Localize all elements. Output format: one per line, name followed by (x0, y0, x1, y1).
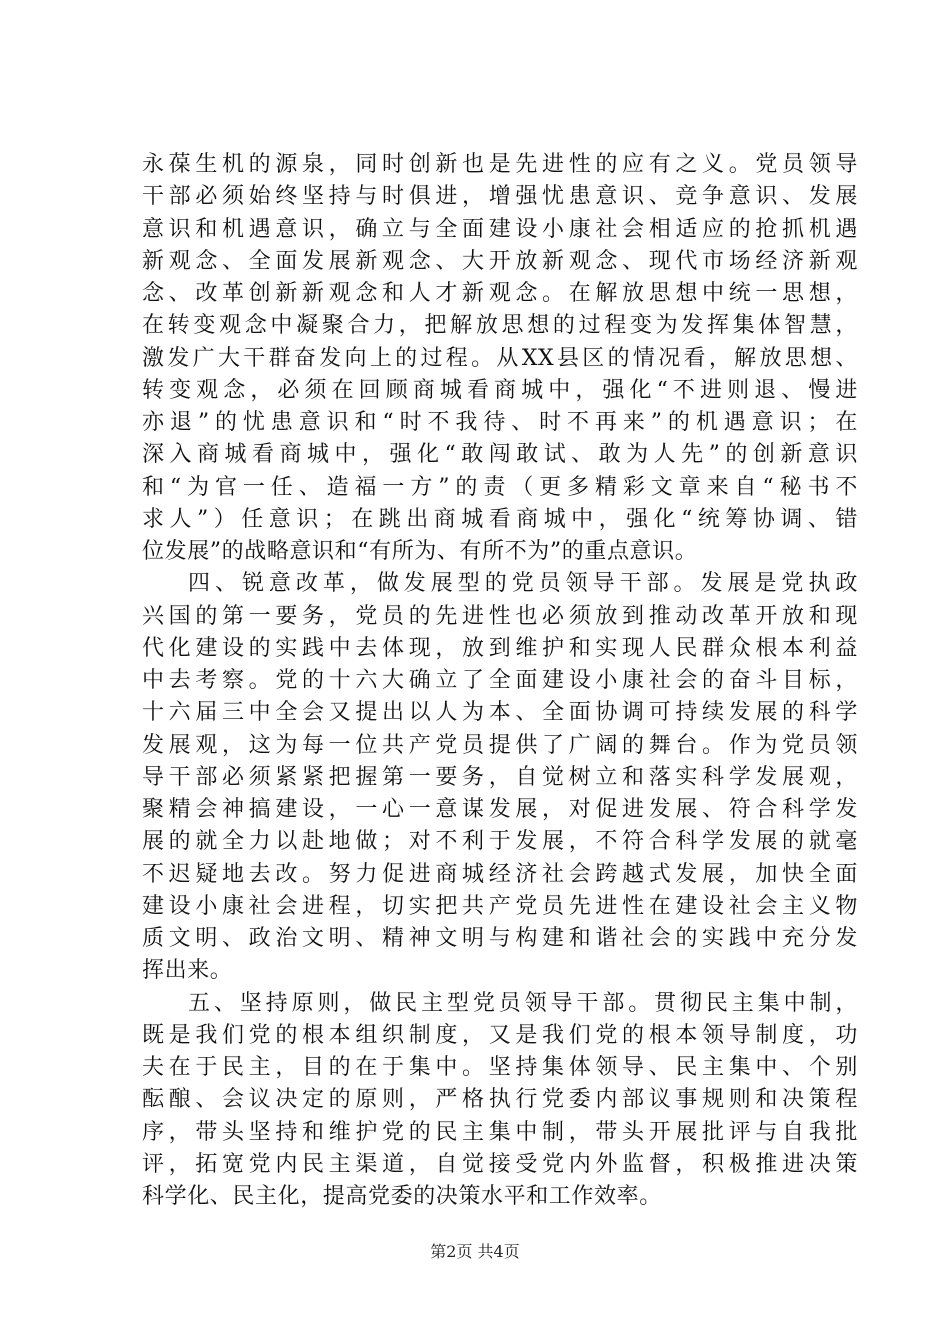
text-line: 序，带头坚持和维护党的民主集中制，带头开展批评与自我批 (142, 1119, 858, 1145)
text-line: 在转变观念中凝聚合力，把解放思想的过程变为发挥集体智慧， (142, 313, 858, 339)
text-line: 五、坚持原则，做民主型党员领导干部。贯彻民主集中制， (188, 990, 858, 1016)
text-line: 意识和机遇意识，确立与全面建设小康社会相适应的抢抓机遇 (142, 216, 858, 242)
text-line: 兴国的第一要务，党员的先进性也必须放到推动改革开放和现 (142, 603, 858, 629)
text-line: 中去考察。党的十六大确立了全面建设小康社会的奋斗目标， (142, 668, 858, 693)
text-line: 建设小康社会进程，切实把共产党员先进性在建设社会主义物 (142, 893, 858, 919)
page-footer: 第2页 共4页 (430, 1242, 520, 1261)
text-line: 深入商城看商城中，强化“敢闯敢试、敢为人先”的创新意识 (142, 442, 858, 468)
text-line: 求人”）任意识；在跳出商城看商城中，强化“统筹协调、错 (142, 506, 858, 532)
text-line: 不迟疑地去改。努力促进商城经济社会跨越式发展，加快全面 (142, 861, 858, 887)
text-line: 干部必须始终坚持与时俱进，增强忧患意识、竞争意识、发展 (142, 184, 858, 210)
text-line: 科学化、民主化，提高党委的决策水平和工作效率。 (142, 1184, 662, 1209)
text-line: 既是我们党的根本组织制度，又是我们党的根本领导制度，功 (142, 1022, 858, 1048)
text-line: 导干部必须紧紧把握第一要务，自觉树立和落实科学发展观， (142, 764, 858, 790)
text-line: 亦退”的忧患意识和“时不我待、时不再来”的机遇意识；在 (142, 410, 858, 435)
text-line: 展的就全力以赴地做；对不利于发展，不符合科学发展的就毫 (142, 829, 858, 855)
text-line: 酝酿、会议决定的原则，严格执行党委内部议事规则和决策程 (142, 1087, 858, 1113)
text-line: 十六届三中全会又提出以人为本、全面协调可持续发展的科学 (142, 700, 858, 726)
text-line: 四、锐意改革，做发展型的党员领导干部。发展是党执政 (188, 571, 858, 597)
text-line: 聚精会神搞建设，一心一意谋发展，对促进发展、符合科学发 (142, 797, 858, 822)
text-line: 评，拓宽党内民主渠道，自觉接受党内外监督，积极推进决策 (142, 1151, 858, 1177)
text-line: 新观念、全面发展新观念、大开放新观念、现代市场经济新观 (142, 248, 858, 274)
text-line: 质文明、政治文明、精神文明与构建和谐社会的实践中充分发 (142, 926, 858, 951)
text-line: 发展观，这为每一位共产党员提供了广阔的舞台。作为党员领 (142, 732, 858, 758)
text-line: 激发广大干群奋发向上的过程。从XX县区的情况看，解放思想、 (142, 345, 858, 371)
text-line: 转变观念，必须在回顾商城看商城中，强化“不进则退、慢进 (142, 377, 858, 403)
text-line: 和“为官一任、造福一方”的责（更多精彩文章来自“秘书不 (142, 474, 858, 500)
text-line: 夫在于民主，目的在于集中。坚持集体领导、民主集中、个别 (142, 1055, 858, 1080)
body-text (142, 149, 858, 1213)
text-line: 挥出来。 (142, 958, 233, 984)
text-line: 代化建设的实践中去体现，放到维护和实现人民群众根本利益 (142, 635, 858, 661)
text-line: 永葆生机的源泉，同时创新也是先进性的应有之义。党员领导 (142, 152, 858, 177)
text-line: 位发展”的战略意识和“有所为、有所不为”的重点意识。 (142, 539, 698, 564)
text-line: 念、改革创新新观念和人才新观念。在解放思想中统一思想， (142, 281, 858, 306)
